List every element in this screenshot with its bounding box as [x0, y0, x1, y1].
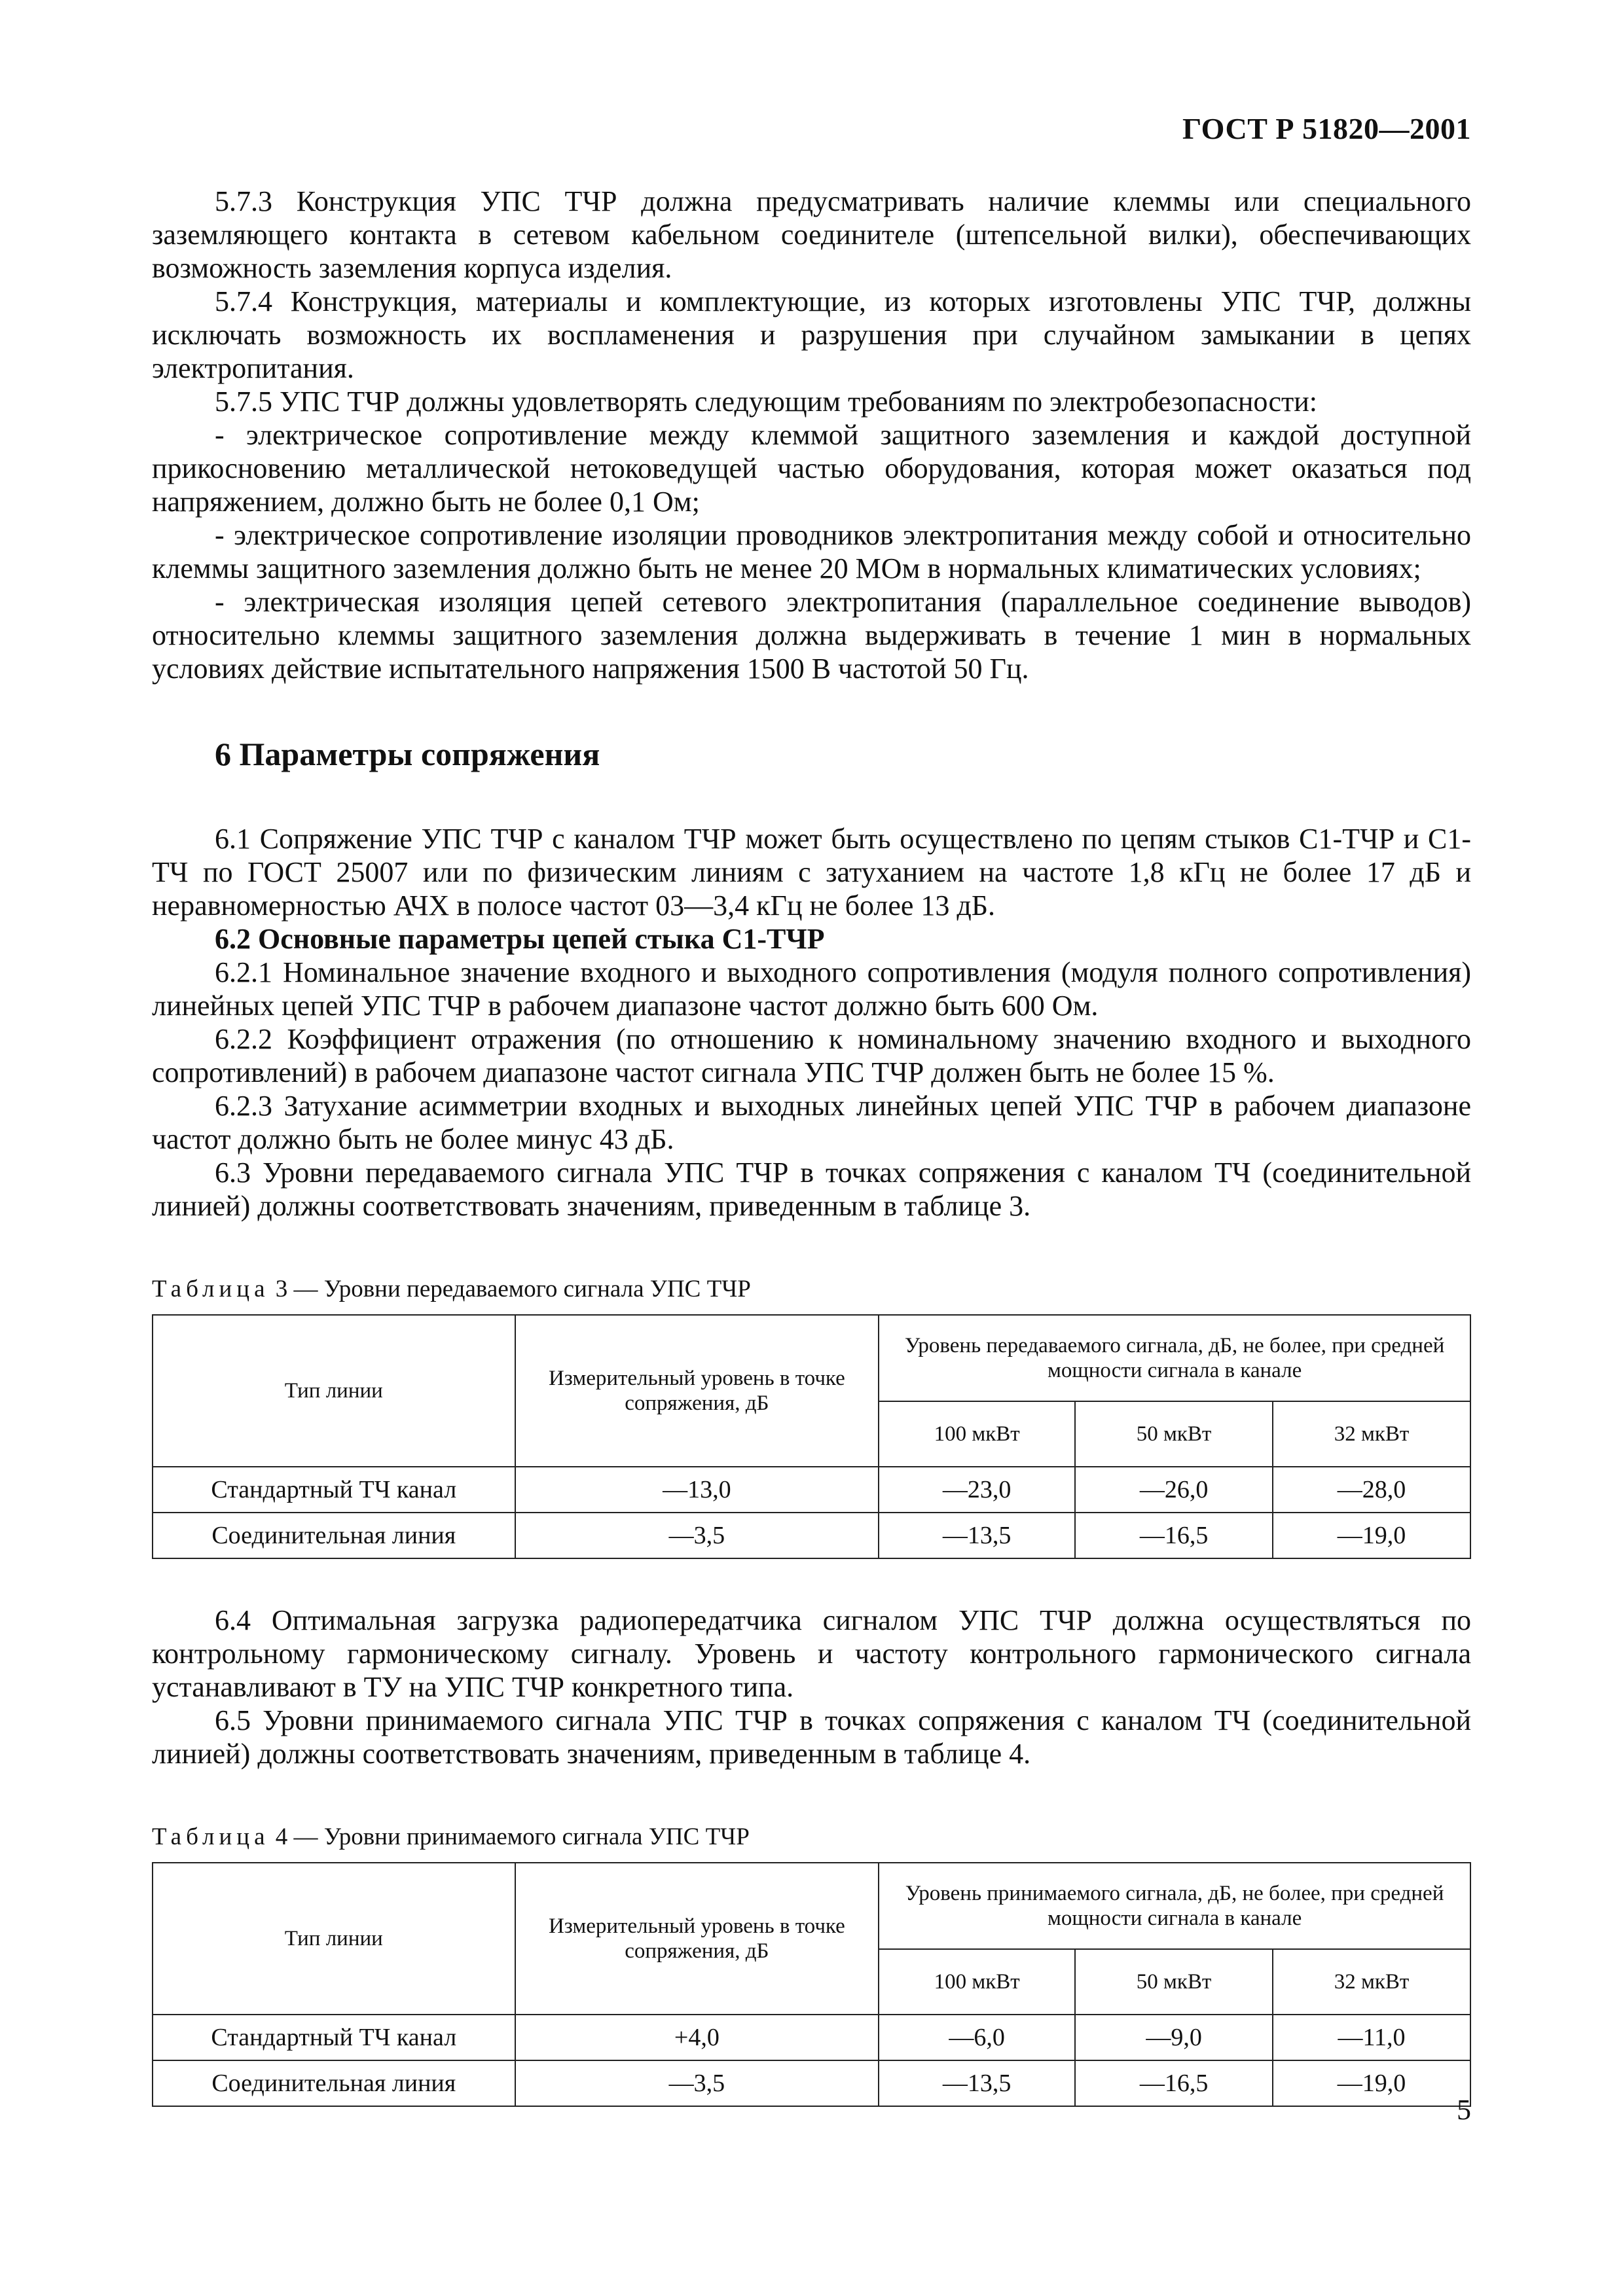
table-3-caption-text: 3 — Уровни передаваемого сигнала УПС ТЧР [269, 1276, 751, 1302]
clause-5-7-3: 5.7.3 Конструкция УПС ТЧР должна предусматривать наличие клеммы или специального заземляющего контакта в сетевом кабельном соединителе (штепсельной вилки), обеспечивающих возможность заземления корпуса изделия. [152, 185, 1471, 284]
table-cell: —6,0 [879, 2015, 1075, 2060]
table-3-caption-word: Таблица [152, 1276, 270, 1302]
table-4 [152, 1862, 1471, 2107]
clause-6-5: 6.5 Уровни принимаемого сигнала УПС ТЧР в точках сопряжения с каналом ТЧ (соединительной линией) должны соответствовать значениям, приведенным в таблице 4. [152, 1704, 1471, 1770]
table-cell: Соединительная линия [153, 1513, 515, 1558]
table-cell: —9,0 [1075, 2015, 1273, 2060]
table-cell: Стандартный ТЧ канал [153, 2015, 515, 2060]
table-3-caption [152, 1275, 1471, 1304]
table-cell: Стандартный ТЧ канал [153, 1467, 515, 1513]
table-cell: —13,5 [879, 2060, 1075, 2106]
requirement-item-3: - электрическая изоляция цепей сетевого электропитания (параллельное соединение выводов) относительно клеммы защитного заземления должна выдерживать в течение 1 мин в нормальных условиях действие испытательного напряжения 1500 В частотой 50 Гц. [152, 586, 1471, 685]
table-cell: —13,0 [515, 1467, 879, 1513]
table-cell: Соединительная линия [153, 2060, 515, 2106]
table-3-header-50uw: 50 мкВт [1075, 1401, 1273, 1467]
table-4-caption-text: 4 — Уровни принимаемого сигнала УПС ТЧР [269, 1823, 750, 1850]
table-cell: —19,0 [1273, 2060, 1470, 2106]
table-3-header-measurement-level: Измерительный уровень в точке сопряжения, дБ [515, 1315, 879, 1467]
table-3-header-100uw: 100 мкВт [879, 1401, 1075, 1467]
table-cell: —3,5 [515, 2060, 879, 2106]
table-cell: —28,0 [1273, 1467, 1470, 1513]
table-row [153, 2060, 1470, 2106]
table-cell: —26,0 [1075, 1467, 1273, 1513]
table-cell: —23,0 [879, 1467, 1075, 1513]
table-4-header-32uw: 32 мкВт [1273, 1949, 1470, 2015]
table-3-header-line-type: Тип линии [153, 1315, 515, 1467]
table-cell: —11,0 [1273, 2015, 1470, 2060]
table-4-header-line-type: Тип линии [153, 1863, 515, 2015]
clause-5-7-4: 5.7.4 Конструкция, материалы и комплектующие, из которых изготовлены УПС ТЧР, должны исключать возможность их воспламенения и разрушения при случайном замыкании в цепях электропитания. [152, 285, 1471, 384]
table-cell: —13,5 [879, 1513, 1075, 1558]
clause-6-1: 6.1 Сопряжение УПС ТЧР с каналом ТЧР может быть осуществлено по цепям стыков С1-ТЧР и С1-ТЧ по ГОСТ 25007 или по физическим линиям с затуханием на частоте 1,8 кГц не более 17 дБ и неравномерностью АЧХ в полосе частот 03—3,4 кГц не более 13 дБ. [152, 823, 1471, 922]
section-title: 6 Параметры сопряжения [215, 736, 600, 772]
clause-6-3: 6.3 Уровни передаваемого сигнала УПС ТЧР в точках сопряжения с каналом ТЧ (соединительной линией) должны соответствовать значениям, приведенным в таблице 3. [152, 1157, 1471, 1222]
table-4-caption-word: Таблица [152, 1823, 270, 1850]
table-3-header-32uw: 32 мкВт [1273, 1401, 1470, 1467]
table-row [153, 2015, 1470, 2060]
table-cell: —3,5 [515, 1513, 879, 1558]
table-4-caption [152, 1823, 1471, 1852]
table-3 [152, 1314, 1471, 1559]
requirement-item-1: - электрическое сопротивление между клеммой защитного заземления и каждой доступной прикосновению металлической нетоковедущей частью оборудования, которая может оказаться под напряжением, должно быть не более 0,1 Ом; [152, 419, 1471, 518]
clause-6-2-1: 6.2.1 Номинальное значение входного и выходного сопротивления (модуля полного сопротивления) линейных цепей УПС ТЧР в рабочем диапазоне частот должно быть 600 Ом. [152, 956, 1471, 1022]
document-code-header: ГОСТ Р 51820—2001 [1182, 112, 1471, 145]
table-row [153, 1513, 1470, 1558]
clause-5-7-5: 5.7.5 УПС ТЧР должны удовлетворять следующим требованиям по электробезопасности: [215, 386, 1318, 418]
clause-6-2-3: 6.2.3 Затухание асимметрии входных и выходных линейных цепей УПС ТЧР в рабочем диапазоне частот должно быть не более минус 43 дБ. [152, 1090, 1471, 1155]
table-4-header-50uw: 50 мкВт [1075, 1949, 1273, 2015]
table-3-header-signal-level: Уровень передаваемого сигнала, дБ, не более, при средней мощности сигнала в канале [879, 1315, 1470, 1401]
page-content [152, 185, 1471, 2107]
table-cell: —16,5 [1075, 1513, 1273, 1558]
table-4-header-measurement-level: Измерительный уровень в точке сопряжения, дБ [515, 1863, 879, 2015]
clause-6-2-2: 6.2.2 Коэффициент отражения (по отношению к номинальному значению входного и выходного сопротивлений) в рабочем диапазоне частот сигнала УПС ТЧР должен быть не более 15 %. [152, 1023, 1471, 1088]
page-number: 5 [1457, 2094, 1471, 2126]
table-row [153, 1467, 1470, 1513]
subsection-heading-6-2: 6.2 Основные параметры цепей стыка С1-ТЧР [215, 923, 825, 955]
table-cell: —19,0 [1273, 1513, 1470, 1558]
table-cell: —16,5 [1075, 2060, 1273, 2106]
table-cell: +4,0 [515, 2015, 879, 2060]
requirement-item-2: - электрическое сопротивление изоляции проводников электропитания между собой и относительно клеммы защитного заземления должно быть не менее 20 МОм в нормальных климатических условиях; [152, 519, 1471, 584]
table-4-header-signal-level: Уровень принимаемого сигнала, дБ, не более, при средней мощности сигнала в канале [879, 1863, 1470, 1949]
clause-6-4: 6.4 Оптимальная загрузка радиопередатчика сигналом УПС ТЧР должна осуществляться по контрольному гармоническому сигналу. Уровень и частоту контрольного гармонического сигнала устанавливают в ТУ на УПС ТЧР конкретного типа. [152, 1604, 1471, 1703]
table-4-header-100uw: 100 мкВт [879, 1949, 1075, 2015]
